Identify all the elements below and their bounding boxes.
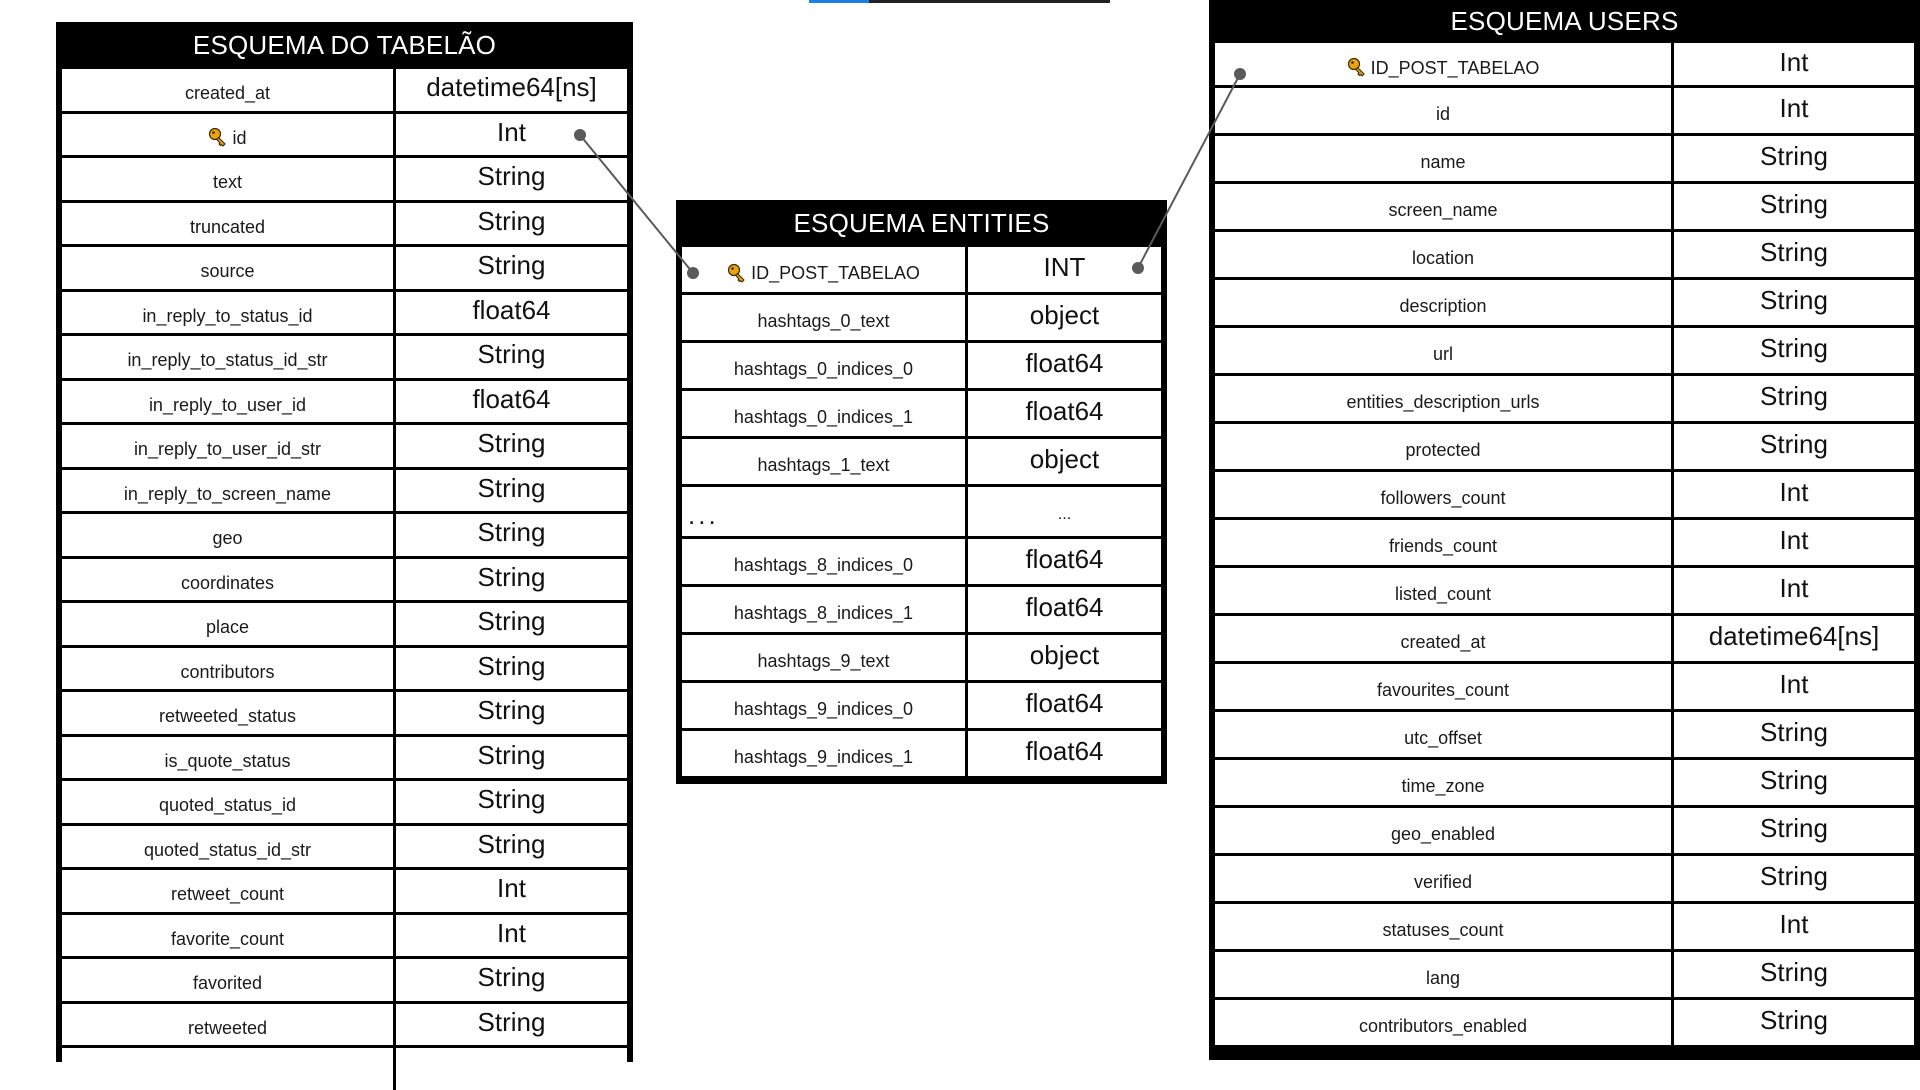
column-type: datetime64[ns] <box>1674 616 1914 661</box>
column-name: ... <box>688 500 719 530</box>
column-name: retweeted_status <box>158 706 297 727</box>
column-type: String <box>396 470 627 512</box>
column-type: String <box>396 959 627 1001</box>
column-name: hashtags_8_indices_1 <box>733 603 914 623</box>
table-row <box>682 587 1161 632</box>
column-type: String <box>396 737 627 779</box>
schema-rows <box>1215 43 1914 1045</box>
column-name-cell <box>1215 88 1671 133</box>
column-name: listed_count <box>1394 584 1492 604</box>
column-type: String <box>1674 952 1914 997</box>
column-type: datetime64[ns] <box>396 69 627 111</box>
column-name-cell <box>62 1004 393 1046</box>
column-type: Int <box>1674 88 1914 133</box>
column-name-cell <box>1215 952 1671 997</box>
column-name-cell <box>62 69 393 111</box>
column-name: hashtags_1_text <box>757 455 890 475</box>
column-name: protected <box>1405 440 1481 460</box>
table-row <box>1215 232 1914 277</box>
column-type: Int <box>396 915 627 957</box>
table-row <box>62 915 627 957</box>
column-name: hashtags_9_text <box>757 651 890 671</box>
table-row <box>62 69 627 111</box>
column-name: hashtags_0_indices_1 <box>733 407 914 427</box>
column-name: geo_enabled <box>1390 824 1496 844</box>
table-row <box>1215 568 1914 613</box>
schema-title: ESQUEMA ENTITIES <box>793 208 1050 238</box>
column-name: friends_count <box>1388 536 1498 556</box>
table-row <box>62 203 627 245</box>
table-row <box>1215 760 1914 805</box>
schema-users <box>1209 0 1920 1060</box>
column-name: in_reply_to_user_id_str <box>133 439 322 460</box>
column-type: String <box>1674 424 1914 469</box>
column-name: url <box>1432 344 1453 364</box>
column-name-cell <box>682 487 965 536</box>
column-name-cell <box>62 870 393 912</box>
column-name: hashtags_8_indices_0 <box>733 555 914 575</box>
column-name: location <box>1411 248 1475 268</box>
column-name-cell <box>682 635 965 680</box>
column-name: hashtags_9_indices_1 <box>733 747 914 767</box>
table-row <box>1215 424 1914 469</box>
table-row <box>62 648 627 690</box>
key-icon <box>208 127 228 149</box>
column-type: String <box>1674 856 1914 901</box>
column-name-cell <box>62 114 393 156</box>
column-name: text <box>212 172 242 193</box>
table-row <box>1215 808 1914 853</box>
column-name: place <box>205 617 250 638</box>
column-type: String <box>396 514 627 556</box>
column-name-cell <box>1215 232 1671 277</box>
column-name-cell <box>62 826 393 868</box>
table-row <box>1215 1000 1914 1045</box>
column-type: String <box>1674 184 1914 229</box>
column-name-cell <box>1215 616 1671 661</box>
column-name-cell <box>62 1048 393 1090</box>
column-type: object <box>968 439 1161 484</box>
column-type: String <box>396 425 627 467</box>
column-name-cell <box>62 470 393 512</box>
column-name: hashtags_0_text <box>757 311 890 331</box>
table-row <box>62 737 627 779</box>
column-name-cell <box>62 336 393 378</box>
column-type: object <box>968 295 1161 340</box>
column-name: favourites_count <box>1376 680 1510 700</box>
schema-entities <box>676 200 1167 784</box>
column-name: in_reply_to_screen_name <box>123 483 332 504</box>
table-row <box>1215 88 1914 133</box>
table-row <box>62 826 627 868</box>
column-type: INT <box>968 247 1161 292</box>
column-type: float64 <box>968 343 1161 388</box>
column-name-cell <box>682 343 965 388</box>
column-name-cell <box>1215 184 1671 229</box>
column-type: String <box>1674 808 1914 853</box>
column-name: utc_offset <box>1404 728 1482 748</box>
column-type: Int <box>1674 664 1914 709</box>
column-name: created_at <box>184 83 271 104</box>
column-name: retweeted <box>187 1017 268 1038</box>
table-row <box>62 1048 627 1090</box>
column-name-cell <box>682 391 965 436</box>
column-name: id <box>232 127 247 148</box>
column-name-cell <box>682 439 965 484</box>
column-type: float64 <box>968 539 1161 584</box>
column-name: hashtags_9_indices_0 <box>733 699 914 719</box>
column-type: ... <box>968 487 1161 536</box>
column-name-cell <box>1215 712 1671 757</box>
column-name-cell <box>1215 1000 1671 1045</box>
column-type: String <box>396 692 627 734</box>
column-name: ID_POST_TABELAO <box>1370 57 1540 78</box>
column-name-cell <box>1215 520 1671 565</box>
column-type: String <box>396 158 627 200</box>
column-name-cell <box>62 292 393 334</box>
column-type: Int <box>1674 472 1914 517</box>
table-row <box>1215 376 1914 421</box>
table-row <box>1215 328 1914 373</box>
column-name-cell <box>62 737 393 779</box>
column-name: lang <box>1425 968 1461 988</box>
schema-tabelao <box>56 22 633 1062</box>
table-row <box>1215 136 1914 181</box>
column-type: String <box>396 203 627 245</box>
column-type: String <box>396 247 627 289</box>
column-type: String <box>1674 376 1914 421</box>
column-type: String <box>396 1004 627 1046</box>
column-name: entities_description_urls <box>1346 392 1540 412</box>
column-type: Int <box>396 114 627 156</box>
table-row <box>1215 520 1914 565</box>
table-row <box>1215 712 1914 757</box>
column-name-cell <box>1215 424 1671 469</box>
column-name: quoted_status_id <box>158 795 297 816</box>
column-name-cell <box>62 603 393 645</box>
column-type: float64 <box>968 683 1161 728</box>
table-row <box>62 603 627 645</box>
table-row <box>1215 856 1914 901</box>
column-name: screen_name <box>1388 200 1498 220</box>
column-name: followers_count <box>1380 488 1506 508</box>
table-row <box>1215 280 1914 325</box>
column-type: object <box>968 635 1161 680</box>
column-name-cell <box>62 915 393 957</box>
table-row <box>682 295 1161 340</box>
column-name: favorite_count <box>170 928 285 949</box>
column-type: String <box>396 603 627 645</box>
table-row <box>682 731 1161 776</box>
table-row <box>682 487 1161 536</box>
column-name-cell <box>62 692 393 734</box>
column-name-cell <box>682 539 965 584</box>
top-accent-line <box>809 0 869 3</box>
column-name: in_reply_to_status_id <box>142 305 313 326</box>
column-name-cell <box>1215 856 1671 901</box>
column-name-cell <box>1215 472 1671 517</box>
column-name-cell <box>682 731 965 776</box>
table-row <box>62 559 627 601</box>
column-name: verified <box>1413 872 1473 892</box>
column-type <box>396 1048 627 1090</box>
column-name-cell <box>682 587 965 632</box>
table-row <box>62 870 627 912</box>
schema-title: ESQUEMA USERS <box>1450 6 1679 36</box>
column-name-cell <box>1215 904 1671 949</box>
column-name: retweet_count <box>170 884 285 905</box>
column-type: Int <box>1674 520 1914 565</box>
table-row <box>682 539 1161 584</box>
column-name: description <box>1399 296 1487 316</box>
table-row <box>62 114 627 156</box>
column-type: Int <box>1674 43 1914 85</box>
column-name-cell <box>1215 328 1671 373</box>
column-name-cell <box>62 381 393 423</box>
column-name-cell <box>62 781 393 823</box>
key-icon <box>1347 57 1367 79</box>
column-name: ID_POST_TABELAO <box>751 263 920 283</box>
column-name-cell <box>1215 280 1671 325</box>
table-row <box>1215 616 1914 661</box>
table-row <box>682 635 1161 680</box>
column-name-cell <box>1215 760 1671 805</box>
column-type: String <box>1674 280 1914 325</box>
column-name-cell <box>62 559 393 601</box>
column-type: String <box>1674 136 1914 181</box>
column-name: source <box>200 261 255 282</box>
table-row <box>682 343 1161 388</box>
schema-rows <box>62 69 627 1090</box>
table-row <box>62 292 627 334</box>
column-name: name <box>1420 152 1466 172</box>
table-row <box>62 158 627 200</box>
table-row <box>62 692 627 734</box>
top-divider-line <box>869 0 1110 3</box>
column-name-cell <box>62 648 393 690</box>
table-row <box>62 247 627 289</box>
column-name: statuses_count <box>1382 920 1504 940</box>
column-name-cell <box>62 425 393 467</box>
column-type: float64 <box>968 391 1161 436</box>
table-row <box>62 470 627 512</box>
column-type: float64 <box>968 731 1161 776</box>
column-name: in_reply_to_user_id <box>148 394 307 415</box>
column-name-cell <box>62 247 393 289</box>
column-name-cell <box>62 158 393 200</box>
column-name-cell <box>1215 808 1671 853</box>
table-row <box>682 683 1161 728</box>
column-type: String <box>1674 328 1914 373</box>
column-type: String <box>1674 712 1914 757</box>
table-row <box>62 1004 627 1046</box>
column-name-cell <box>1215 43 1671 85</box>
table-row <box>1215 664 1914 709</box>
table-row <box>62 425 627 467</box>
column-type: String <box>396 336 627 378</box>
column-name-cell <box>682 683 965 728</box>
column-name: contributors_enabled <box>1358 1016 1528 1036</box>
column-name-cell <box>1215 664 1671 709</box>
schema-title: ESQUEMA DO TABELÃO <box>192 30 497 60</box>
column-name: geo <box>212 528 243 549</box>
table-row <box>62 514 627 556</box>
table-row <box>62 336 627 378</box>
column-type: String <box>1674 1000 1914 1045</box>
column-name: hashtags_0_indices_0 <box>733 359 914 379</box>
column-name-cell <box>1215 568 1671 613</box>
table-row <box>62 781 627 823</box>
schema-rows <box>682 247 1161 776</box>
column-name-cell <box>1215 136 1671 181</box>
column-name: contributors <box>180 661 275 682</box>
column-type: String <box>396 781 627 823</box>
table-row <box>1215 952 1914 997</box>
column-name: is_quote_status <box>164 750 291 771</box>
column-name-cell <box>1215 376 1671 421</box>
column-name: id <box>1435 104 1450 124</box>
table-row <box>682 391 1161 436</box>
column-type: String <box>396 559 627 601</box>
column-type: float64 <box>968 587 1161 632</box>
column-name: time_zone <box>1401 776 1485 796</box>
column-type: Int <box>396 870 627 912</box>
column-name-cell <box>62 959 393 1001</box>
column-type: String <box>396 648 627 690</box>
column-name-cell <box>62 514 393 556</box>
column-name: coordinates <box>180 572 275 593</box>
column-type: float64 <box>396 292 627 334</box>
column-name: created_at <box>1400 632 1486 652</box>
column-name-cell <box>682 295 965 340</box>
table-row <box>62 959 627 1001</box>
table-row <box>1215 43 1914 85</box>
table-row <box>1215 904 1914 949</box>
table-row <box>682 439 1161 484</box>
column-name-cell <box>62 203 393 245</box>
column-name: truncated <box>189 216 266 237</box>
column-type: Int <box>1674 568 1914 613</box>
column-name-cell <box>682 247 965 292</box>
column-type: Int <box>1674 904 1914 949</box>
column-name: in_reply_to_status_id_str <box>127 350 328 371</box>
table-row <box>1215 472 1914 517</box>
column-type: String <box>1674 232 1914 277</box>
table-row <box>682 247 1161 292</box>
column-type: float64 <box>396 381 627 423</box>
column-name: quoted_status_id_str <box>143 839 312 860</box>
column-name: favorited <box>192 973 263 994</box>
column-type: String <box>396 826 627 868</box>
key-icon <box>727 263 747 285</box>
column-type: String <box>1674 760 1914 805</box>
table-row <box>1215 184 1914 229</box>
table-row <box>62 381 627 423</box>
